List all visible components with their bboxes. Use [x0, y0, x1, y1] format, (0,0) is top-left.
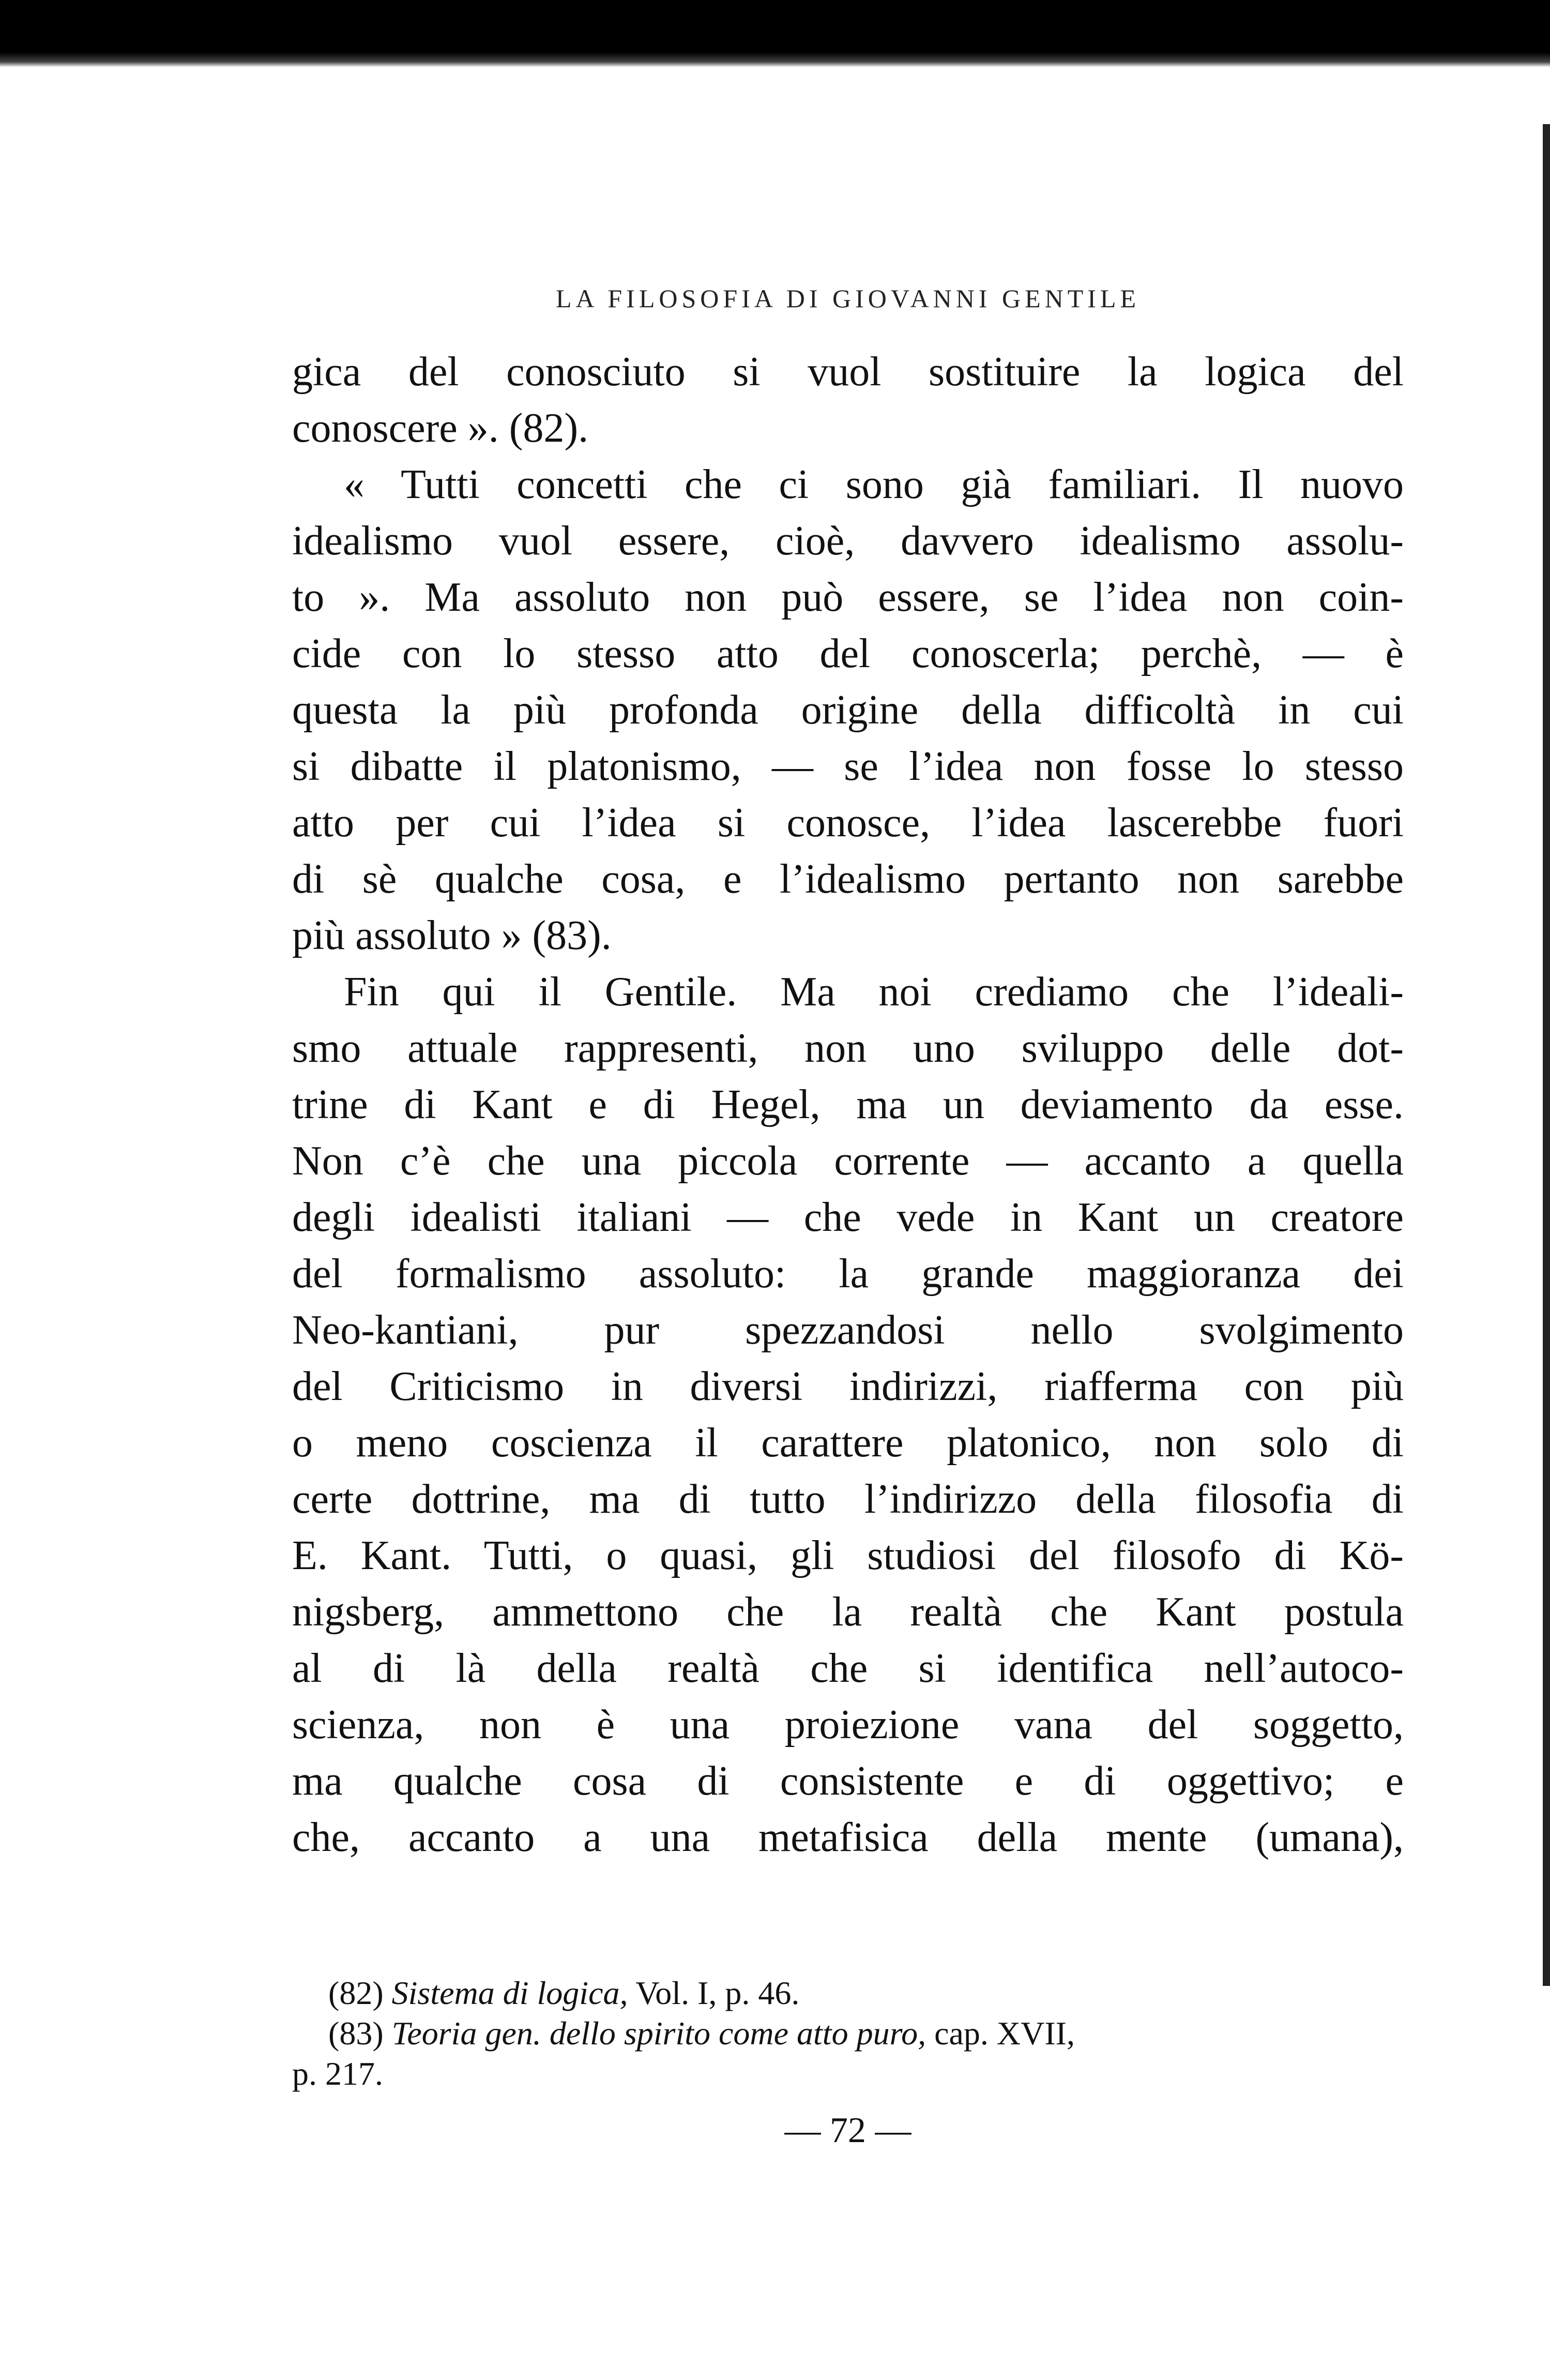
text-line: conoscere ». (82). [292, 405, 589, 451]
footnotes [292, 1973, 1404, 2094]
page-number: — 72 — [784, 2111, 911, 2150]
text-line: certe dottrine, ma di tutto l’indirizzo della filosofia di [292, 1477, 1404, 1522]
running-title: LA FILOSOFIA DI GIOVANNI GENTILE [555, 284, 1141, 313]
text-line: Fin qui il Gentile. Ma noi crediamo che l’ideali- [344, 969, 1404, 1015]
text-line: questa la più profonda origine della difficoltà in cui [292, 687, 1404, 733]
text-line: più assoluto » (83). [292, 913, 612, 958]
footnote-rest: Vol. I, p. 46. [628, 1975, 800, 2011]
text-line: « Tutti concetti che ci sono già familiari. Il nuovo [344, 462, 1404, 507]
text-line: nigsberg, ammettono che la realtà che Kant postula [292, 1589, 1404, 1635]
text-line: ma qualche cosa di consistente e di oggettivo; e [292, 1758, 1404, 1804]
text-line: idealismo vuol essere, cioè, davvero idealismo assolu- [292, 518, 1404, 564]
footnote-82 [328, 1973, 1404, 2013]
text-line: smo attuale rappresenti, non uno sviluppo delle dot- [292, 1026, 1404, 1071]
text-line: gica del conosciuto si vuol sostituire la logica del [292, 349, 1404, 395]
text-line: si dibatte il platonismo, — se l’idea non fosse lo stesso [292, 744, 1404, 789]
text-line: del formalismo assoluto: la grande maggioranza dei [292, 1251, 1404, 1297]
text-line: cide con lo stesso atto del conoscerla; perchè, — è [292, 631, 1404, 676]
text-line: to ». Ma assoluto non può essere, se l’idea non coin- [292, 575, 1404, 620]
text-line: scienza, non è una proiezione vana del soggetto, [292, 1702, 1404, 1748]
body-text [292, 344, 1404, 1866]
text-line: al di là della realtà che si identifica nell’autoco- [292, 1646, 1404, 1691]
text-line: Non c’è che una piccola corrente — accanto a quella [292, 1138, 1404, 1184]
text-line: Neo-kantiani, pur spezzandosi nello svolgimento [292, 1307, 1404, 1353]
footnote-rest: cap. XVII, [926, 2015, 1075, 2052]
footnote-title: Sistema di logica, [391, 1975, 628, 2011]
text-line: o meno coscienza il carattere platonico, non solo di [292, 1420, 1404, 1466]
text-line: del Criticismo in diversi indirizzi, riafferma con più [292, 1364, 1404, 1409]
footnote-marker: (83) [328, 2015, 384, 2052]
footnote-title: Teoria gen. dello spirito come atto puro, [391, 2015, 926, 2052]
footnote-83-continuation: p. 217. [292, 2055, 383, 2092]
text-line: di sè qualche cosa, e l’idealismo pertanto non sarebbe [292, 856, 1404, 902]
scan-shadow-top [0, 0, 1550, 67]
footnote-marker: (82) [328, 1975, 384, 2011]
scan-shadow-right [1543, 124, 1550, 1986]
text-line: atto per cui l’idea si conosce, l’idea lascerebbe fuori [292, 800, 1404, 846]
text-line: trine di Kant e di Hegel, ma un deviamento da esse. [292, 1082, 1404, 1127]
text-line: degli idealisti italiani — che vede in Kant un creatore [292, 1195, 1404, 1240]
text-line: E. Kant. Tutti, o quasi, gli studiosi del filosofo di Kö- [292, 1533, 1404, 1578]
text-line: che, accanto a una metafisica della mente (umana), [292, 1815, 1404, 1860]
footnote-83 [328, 2013, 1404, 2054]
